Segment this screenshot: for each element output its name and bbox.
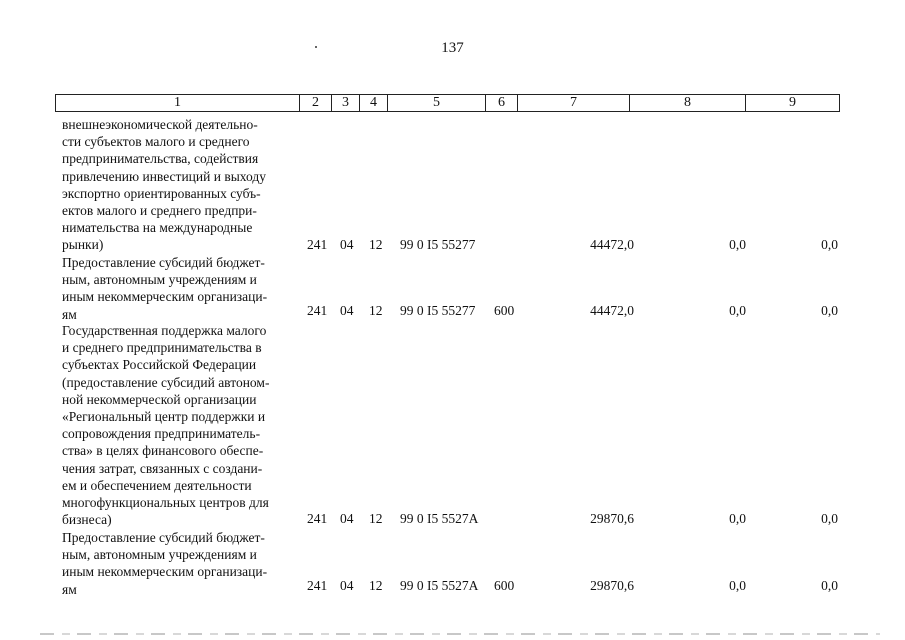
cell-target-article: 99 0 I5 55277 <box>400 303 476 318</box>
cell-amount-9: 0,0 <box>821 511 838 526</box>
desc-line: и среднего предпринимательства в <box>62 340 262 356</box>
desc-line: (предоставление субсидий автоном- <box>62 374 270 390</box>
cell-subsection: 12 <box>369 237 383 252</box>
cell-expense-type: 600 <box>494 303 515 318</box>
desc-line: «Региональный центр поддержки и <box>62 409 266 425</box>
row-description <box>62 529 297 598</box>
cell-amount-8: 0,0 <box>729 237 746 252</box>
desc-line: рынки) <box>62 237 104 253</box>
desc-line: Предоставление субсидий бюджет- <box>62 255 265 270</box>
cell-expense-type: 600 <box>494 578 515 593</box>
cell-amount-8: 0,0 <box>729 303 746 318</box>
cell-target-article: 99 0 I5 5527A <box>400 511 479 526</box>
page-number: 137 <box>441 40 464 56</box>
cell-code: 241 <box>307 237 328 252</box>
column-header-table <box>55 94 840 112</box>
col-header-6: 6 <box>486 95 518 112</box>
desc-line: чения затрат, связанных с создани- <box>62 460 263 476</box>
col-header-3: 3 <box>332 95 360 112</box>
desc-line: экспортно ориентированных субъ- <box>62 185 261 201</box>
desc-line: ям <box>62 306 77 322</box>
desc-line: предпринимательства, содействия <box>62 151 259 167</box>
cell-amount-7: 44472,0 <box>590 237 634 252</box>
desc-line: ным, автономным учреждениям и <box>62 547 257 563</box>
row-description <box>62 322 297 528</box>
col-header-9: 9 <box>746 95 840 112</box>
desc-line: Государственная поддержка малого <box>62 323 267 338</box>
cell-target-article: 99 0 I5 5527A <box>400 578 479 593</box>
cell-amount-7: 44472,0 <box>590 303 634 318</box>
cell-subsection: 12 <box>369 578 383 593</box>
cell-amount-9: 0,0 <box>821 303 838 318</box>
col-header-8: 8 <box>630 95 746 112</box>
cell-amount-7: 29870,6 <box>590 578 634 593</box>
cell-section: 04 <box>340 237 354 252</box>
cell-amount-9: 0,0 <box>821 237 838 252</box>
desc-line: субъектах Российской Федерации <box>62 357 257 373</box>
desc-line: сопровождения предприниматель- <box>62 426 261 442</box>
cell-section: 04 <box>340 578 354 593</box>
col-header-4: 4 <box>360 95 388 112</box>
scan-edge-noise <box>40 633 880 635</box>
cell-code: 241 <box>307 511 328 526</box>
cell-section: 04 <box>340 511 354 526</box>
desc-line: ектов малого и среднего предпри- <box>62 203 257 219</box>
cell-amount-8: 0,0 <box>729 511 746 526</box>
desc-line: ям <box>62 581 77 597</box>
desc-line: иным некоммерческим организаци- <box>62 289 268 305</box>
desc-line: иным некоммерческим организаци- <box>62 564 268 580</box>
cell-subsection: 12 <box>369 511 383 526</box>
cell-section: 04 <box>340 303 354 318</box>
row-description <box>62 254 297 323</box>
desc-line: ным, автономным учреждениям и <box>62 272 257 288</box>
desc-line: сти субъектов малого и среднего <box>62 134 250 150</box>
cell-target-article: 99 0 I5 55277 <box>400 237 476 252</box>
desc-line: привлечению инвестиций и выходу <box>62 168 266 184</box>
cell-amount-7: 29870,6 <box>590 511 634 526</box>
cell-code: 241 <box>307 303 328 318</box>
col-header-5: 5 <box>388 95 486 112</box>
desc-line: ной некоммерческой организации <box>62 391 257 407</box>
desc-line: нимательства на международные <box>62 220 253 236</box>
desc-line: бизнеса) <box>62 512 112 528</box>
cell-code: 241 <box>307 578 328 593</box>
column-header-row <box>56 95 840 112</box>
cell-amount-9: 0,0 <box>821 578 838 593</box>
desc-line: внешнеэкономической деятельно- <box>62 117 258 132</box>
desc-line: Предоставление субсидий бюджет- <box>62 530 265 545</box>
row-description <box>62 116 297 254</box>
desc-line: ства» в целях финансового обеспе- <box>62 443 264 459</box>
col-header-2: 2 <box>300 95 332 112</box>
cell-amount-8: 0,0 <box>729 578 746 593</box>
col-header-1: 1 <box>56 95 300 112</box>
col-header-7: 7 <box>518 95 630 112</box>
desc-line: ем и обеспечением деятельности <box>62 477 252 493</box>
desc-line: многофункциональных центров для <box>62 495 269 511</box>
cell-subsection: 12 <box>369 303 383 318</box>
